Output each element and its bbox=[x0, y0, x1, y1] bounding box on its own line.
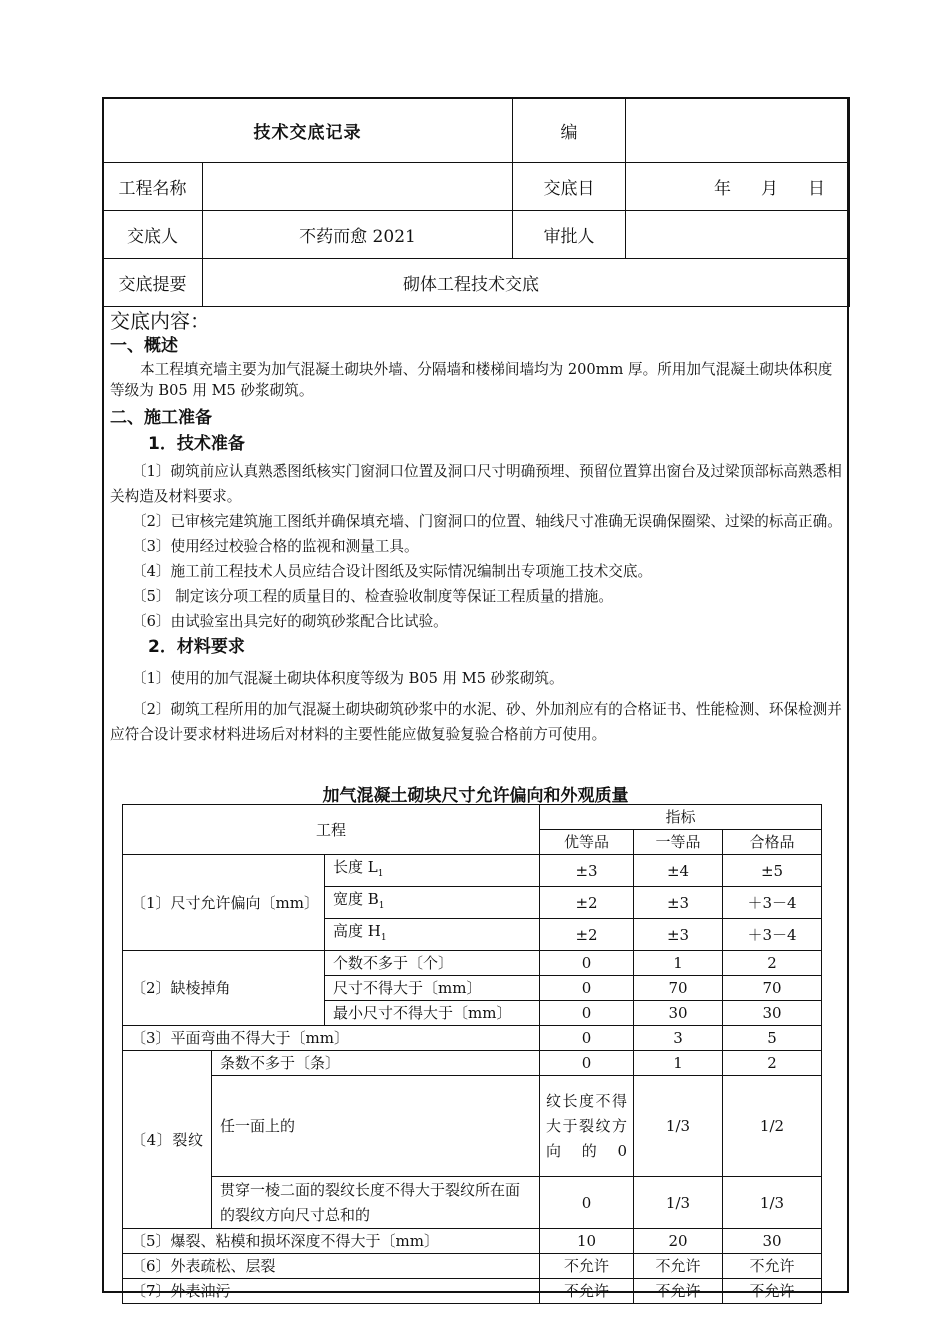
value-cell: 1/3 bbox=[634, 1177, 723, 1229]
tech-item: 〔3〕使用经过校验合格的监视和测量工具。 bbox=[132, 538, 419, 555]
value-cell: ±3 bbox=[540, 855, 634, 887]
quality-table bbox=[122, 804, 822, 1304]
summary-value: 砌体工程技术交底 bbox=[203, 259, 850, 307]
material-item: 〔2〕砌筑工程所用的加气混凝土砌块砌筑砂浆中的水泥、砂、外加剂应有的合格证书、性能检测、环保检测并应符合设计要求材料进场后对材料的主要性能应做复验复验合格前方可使用。 bbox=[110, 701, 842, 743]
date-value bbox=[626, 163, 850, 211]
value-cell: 1/3 bbox=[723, 1177, 822, 1229]
value-cell: ±3 bbox=[634, 919, 723, 951]
g4-label bbox=[123, 1051, 212, 1229]
r6-name: 〔6〕外表疏松、层裂 bbox=[123, 1254, 540, 1279]
bian-value bbox=[626, 98, 850, 163]
value-cell: ±4 bbox=[634, 855, 723, 887]
value-cell: 0 bbox=[540, 976, 634, 1001]
date-day: 日 bbox=[808, 179, 825, 199]
value-cell: ±5 bbox=[723, 855, 822, 887]
section1-text: 本工程填充墙主要为加气混凝土砌块外墙、分隔墙和楼梯间墙均为 200mm 厚。所用加气混凝土砌块体积度等级为 B05 用 M5 砂浆砌筑。 bbox=[110, 361, 833, 399]
value-cell: 30 bbox=[723, 1001, 822, 1026]
r3-name: 〔3〕平面弯曲不得大于〔mm〕 bbox=[123, 1026, 540, 1051]
section2-title: 二、施工准备 bbox=[110, 408, 212, 428]
grade-header: 合格品 bbox=[723, 830, 822, 855]
g1-label-text: 〔1〕尺寸允许偏向〔mm〕 bbox=[131, 893, 319, 912]
value-cell: 70 bbox=[634, 976, 723, 1001]
value-cell: 5 bbox=[723, 1026, 822, 1051]
r7-name: 〔7〕外表油污 bbox=[123, 1279, 540, 1304]
value-cell: 1/2 bbox=[723, 1076, 822, 1177]
tech-item: 〔5〕 制定该分项工程的质量目的、检查验收制度等保证工程质量的措施。 bbox=[132, 588, 613, 605]
value-cell: 0 bbox=[540, 1026, 634, 1051]
value-cell: 不允许 bbox=[723, 1254, 822, 1279]
section1-title: 一、概述 bbox=[110, 336, 178, 356]
sub2-title: 2．材料要求 bbox=[148, 637, 245, 657]
g4-row-name: 条数不多于〔条〕 bbox=[212, 1051, 540, 1076]
value-cell: 10 bbox=[540, 1229, 634, 1254]
sub1-title: 1．技术准备 bbox=[148, 434, 245, 454]
g4-row-name: 任一面上的 bbox=[212, 1076, 540, 1177]
value-cell: 不允许 bbox=[540, 1254, 634, 1279]
value-cell: 不允许 bbox=[634, 1279, 723, 1304]
value-cell: 不允许 bbox=[723, 1279, 822, 1304]
value-cell: 2 bbox=[723, 951, 822, 976]
g4-label-text: 〔4〕裂纹 bbox=[131, 1130, 203, 1149]
value-cell: 70 bbox=[723, 976, 822, 1001]
value-cell: 30 bbox=[723, 1229, 822, 1254]
bian-label: 编 bbox=[513, 98, 626, 163]
value-cell: 2 bbox=[723, 1051, 822, 1076]
grade-header: 优等品 bbox=[540, 830, 634, 855]
value-cell: 0 bbox=[540, 1001, 634, 1026]
value-cell: ±3 bbox=[634, 887, 723, 919]
header-table bbox=[102, 97, 850, 307]
g4-row-name: 贯穿一棱二面的裂纹长度不得大于裂纹所在面的裂纹方向尺寸总和的 bbox=[212, 1177, 540, 1229]
value-cell: 0 bbox=[540, 951, 634, 976]
g2-row-name: 尺寸不得大于〔mm〕 bbox=[325, 976, 540, 1001]
document-title: 技术交底记录 bbox=[103, 98, 513, 163]
value-cell: 0 bbox=[540, 1177, 634, 1229]
date-label: 交底日 bbox=[513, 163, 626, 211]
r5-name: 〔5〕爆裂、粘模和损坏深度不得大于〔mm〕 bbox=[123, 1229, 540, 1254]
value-cell: ±2 bbox=[540, 887, 634, 919]
g1-row-name: 高度 $H_1$ bbox=[325, 919, 540, 951]
value-cell: 20 bbox=[634, 1229, 723, 1254]
project-name-value bbox=[203, 163, 513, 211]
quality-table-title: 加气混凝土砌块尺寸允许偏向和外观质量 bbox=[322, 786, 629, 806]
tech-item: 〔1〕砌筑前应认真熟悉图纸核实门窗洞口位置及洞口尺寸明确预埋、预留位置算出窗台及过梁顶部标高熟悉相关构造及材料要求。 bbox=[110, 463, 842, 505]
approver-value bbox=[626, 211, 850, 259]
value-cell: 3 bbox=[634, 1026, 723, 1051]
value-cell: ＋3－4 bbox=[723, 887, 822, 919]
value-cell: 30 bbox=[634, 1001, 723, 1026]
material-item: 〔1〕使用的加气混凝土砌块体积度等级为 B05 用 M5 砂浆砌筑。 bbox=[132, 670, 564, 687]
g1-row-name: 宽度 $B_1$ bbox=[325, 887, 540, 919]
g1-row-name: 长度 $L_1$ bbox=[325, 855, 540, 887]
crack-length-text: 纹长度不得大于裂纹方向的0 bbox=[546, 1091, 627, 1160]
value-cell: 1 bbox=[634, 1051, 723, 1076]
discloser-label: 交底人 bbox=[103, 211, 203, 259]
summary-label: 交底提要 bbox=[103, 259, 203, 307]
grade-header: 一等品 bbox=[634, 830, 723, 855]
col-index-header: 指标 bbox=[540, 805, 822, 830]
date-year: 年 bbox=[714, 179, 731, 199]
value-cell: 不允许 bbox=[634, 1254, 723, 1279]
content-body bbox=[110, 307, 842, 747]
tech-item: 〔4〕施工前工程技术人员应结合设计图纸及实际情况编制出专项施工技术交底。 bbox=[132, 563, 653, 580]
content-label: 交底内容： bbox=[110, 309, 210, 333]
g1-label bbox=[123, 855, 325, 951]
col-item-header: 工程 bbox=[123, 805, 540, 855]
value-cell bbox=[540, 1076, 634, 1177]
tech-item: 〔6〕由试验室出具完好的砌筑砂浆配合比试验。 bbox=[132, 613, 448, 630]
g2-label: 〔2〕缺棱掉角 bbox=[123, 951, 325, 1026]
g2-row-name: 个数不多于〔个〕 bbox=[325, 951, 540, 976]
date-month: 月 bbox=[761, 179, 778, 199]
value-cell: ±2 bbox=[540, 919, 634, 951]
value-cell: 1/3 bbox=[634, 1076, 723, 1177]
project-name-label: 工程名称 bbox=[103, 163, 203, 211]
value-cell: 1 bbox=[634, 951, 723, 976]
value-cell: 0 bbox=[540, 1051, 634, 1076]
discloser-value: 不药而愈 2021 bbox=[203, 211, 513, 259]
approver-label: 审批人 bbox=[513, 211, 626, 259]
value-cell: ＋3－4 bbox=[723, 919, 822, 951]
value-cell: 不允许 bbox=[540, 1279, 634, 1304]
tech-item: 〔2〕已审核完建筑施工图纸并确保填充墙、门窗洞口的位置、轴线尺寸准确无误确保圈梁、过梁的标高正确。 bbox=[132, 513, 842, 530]
g2-row-name: 最小尺寸不得大于〔mm〕 bbox=[325, 1001, 540, 1026]
